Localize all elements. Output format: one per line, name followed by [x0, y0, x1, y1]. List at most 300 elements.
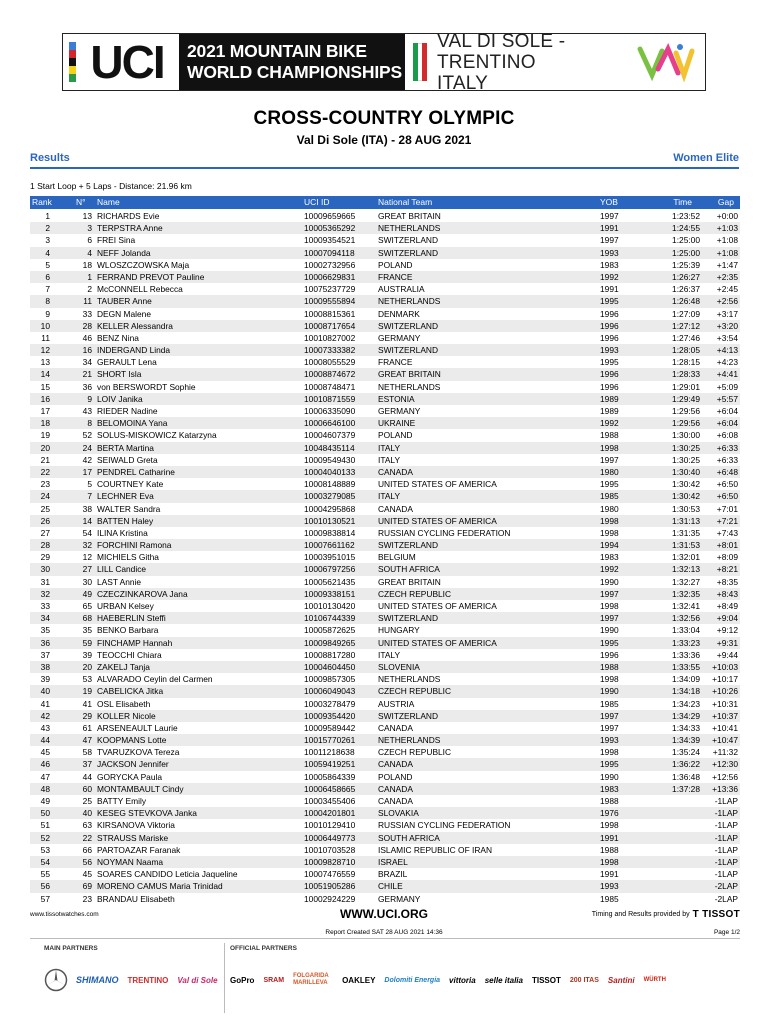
rank-cell: 52 — [40, 832, 50, 843]
uci-id-cell: 10010871559 — [304, 393, 356, 404]
rank-cell: 38 — [40, 661, 50, 672]
uci-id-cell: 10002924229 — [304, 893, 356, 904]
number-cell: 23 — [82, 893, 92, 904]
table-row — [30, 234, 740, 246]
name-cell: ARSENEAULT Laurie — [97, 722, 178, 733]
name-cell: TVARUZKOVA Tereza — [97, 747, 180, 758]
rank-cell: 55 — [40, 869, 50, 880]
val-di-sole-logo-icon — [625, 34, 705, 90]
official-partners-label: OFFICIAL PARTNERS — [230, 945, 297, 952]
uci-id-cell: 10004295868 — [304, 503, 356, 514]
uci-id-cell: 10009555894 — [304, 296, 356, 307]
rank-cell: 30 — [40, 564, 50, 575]
team-cell: SOUTH AFRICA — [378, 832, 440, 843]
number-cell: 4 — [87, 247, 92, 258]
team-cell: RUSSIAN CYCLING FEDERATION — [378, 820, 511, 831]
yob-cell: 1998 — [600, 747, 619, 758]
table-row — [30, 283, 740, 295]
team-cell: SWITZERLAND — [378, 613, 439, 624]
gap-cell: +6:50 — [716, 479, 738, 490]
time-cell: 1:25:00 — [672, 235, 700, 246]
rank-cell: 12 — [40, 345, 50, 356]
uci-logo-text: UCI — [90, 36, 164, 88]
number-cell: 45 — [82, 869, 92, 880]
name-cell: BENKO Barbara — [97, 625, 159, 636]
time-cell: 1:31:53 — [672, 540, 700, 551]
team-cell: CANADA — [378, 796, 413, 806]
gap-cell: -1LAP — [714, 832, 738, 843]
uci-id-cell: 10003278479 — [304, 698, 356, 709]
uci-id-cell: 10010130420 — [304, 601, 356, 611]
gap-cell: +12:30 — [712, 759, 738, 770]
number-cell: 53 — [82, 674, 92, 685]
uci-id-cell: 10005864339 — [304, 771, 356, 782]
time-cell: 1:31:35 — [672, 527, 700, 538]
time-cell: 1:33:55 — [672, 661, 700, 672]
table-row — [30, 637, 740, 649]
number-cell: 68 — [82, 613, 92, 624]
yob-cell: 1993 — [600, 735, 619, 746]
team-cell: AUSTRALIA — [378, 284, 425, 295]
report-created: Report Created SAT 28 AUG 2021 14:36 — [325, 929, 443, 936]
yob-cell: 1991 — [600, 223, 619, 234]
gap-cell: +2:56 — [716, 296, 738, 307]
uci-id-cell: 10009849265 — [304, 637, 356, 648]
yob-cell: 1983 — [600, 552, 619, 563]
gap-cell: +6:48 — [716, 466, 738, 477]
uci-id-cell: 10009354521 — [304, 235, 356, 246]
rank-cell: 19 — [40, 430, 50, 441]
number-cell: 37 — [82, 759, 92, 770]
uci-id-cell: 10008817280 — [304, 649, 356, 660]
uci-id-cell: 10007094118 — [304, 247, 355, 258]
table-row — [30, 393, 740, 405]
rank-cell: 15 — [40, 381, 50, 392]
tissot-logo-text: T TISSOT — [692, 909, 740, 920]
number-cell: 18 — [82, 259, 92, 270]
yob-cell: 1997 — [600, 454, 619, 465]
uci-id-cell: 10005872625 — [304, 625, 356, 636]
rank-cell: 7 — [45, 284, 50, 295]
mercedes-star-icon — [44, 968, 68, 992]
yob-cell: 1991 — [600, 832, 619, 843]
table-row — [30, 649, 740, 661]
gap-cell: +4:23 — [716, 357, 738, 368]
main-partner-logo: SHIMANO — [76, 975, 119, 985]
yob-cell: 1989 — [600, 406, 619, 416]
footer-divider — [30, 938, 740, 939]
time-cell: 1:27:12 — [672, 320, 700, 331]
name-cell: KESEG STEVKOVA Janka — [97, 808, 197, 819]
table-row — [30, 405, 740, 417]
col-number-header: N° — [76, 197, 86, 207]
table-row — [30, 490, 740, 502]
uci-id-cell: 10009589442 — [304, 722, 356, 733]
team-cell: HUNGARY — [378, 625, 420, 636]
team-cell: NETHERLANDS — [378, 296, 441, 307]
team-cell: DENMARK — [378, 308, 420, 319]
uci-id-cell: 10009857305 — [304, 674, 356, 685]
time-cell: 1:36:48 — [672, 771, 700, 782]
team-cell: UKRAINE — [378, 418, 416, 429]
footer-website-uci[interactable]: WWW.UCI.ORG — [340, 907, 428, 921]
name-cell: NOYMAN Naama — [97, 856, 164, 867]
uci-id-cell: 10008874672 — [304, 369, 356, 380]
time-cell: 1:29:49 — [672, 393, 700, 404]
uci-id-cell: 10006449773 — [304, 832, 356, 843]
yob-cell: 1993 — [600, 247, 619, 258]
yob-cell: 1992 — [600, 271, 619, 282]
name-cell: FREI Sina — [97, 235, 136, 246]
name-cell: NEFF Jolanda — [97, 247, 151, 258]
results-table — [30, 210, 740, 905]
time-cell: 1:30:42 — [672, 491, 700, 502]
time-cell: 1:33:04 — [672, 625, 700, 636]
name-cell: RIEDER Nadine — [97, 406, 158, 416]
gap-cell: +9:31 — [716, 637, 738, 648]
name-cell: von BERSWORDT Sophie — [97, 381, 196, 392]
name-cell: TEOCCHI Chiara — [97, 649, 162, 660]
rank-cell: 37 — [40, 649, 50, 660]
table-row — [30, 551, 740, 563]
yob-cell: 1996 — [600, 320, 619, 331]
table-row — [30, 515, 740, 527]
rank-cell: 50 — [40, 808, 50, 819]
yob-cell: 1997 — [600, 710, 619, 721]
main-partners-label: MAIN PARTNERS — [44, 945, 98, 952]
yob-cell: 1996 — [600, 381, 619, 392]
yob-cell: 1997 — [600, 722, 619, 733]
team-cell: CANADA — [378, 722, 413, 733]
rank-cell: 51 — [40, 820, 50, 831]
table-row — [30, 332, 740, 344]
uci-id-cell: 10006629831 — [304, 271, 356, 282]
official-partner-logo: GoPro — [230, 975, 255, 985]
yob-cell: 1996 — [600, 649, 619, 660]
rank-cell: 28 — [40, 540, 50, 551]
yob-cell: 1995 — [600, 759, 619, 770]
gap-cell: +0:00 — [716, 211, 738, 221]
number-cell: 30 — [82, 576, 92, 587]
official-partners-logos — [230, 962, 675, 998]
page-number: Page 1/2 — [713, 929, 740, 936]
uci-id-cell: 10008055529 — [304, 357, 356, 368]
rank-cell: 43 — [40, 722, 50, 733]
rank-cell: 53 — [40, 844, 50, 855]
rank-cell: 4 — [45, 247, 50, 258]
uci-id-cell: 10006335090 — [304, 406, 356, 416]
team-cell: RUSSIAN CYCLING FEDERATION — [378, 527, 511, 538]
team-cell: SWITZERLAND — [378, 540, 439, 551]
gap-cell: +13:36 — [712, 783, 738, 794]
table-row — [30, 527, 740, 539]
table-row — [30, 210, 740, 222]
table-row — [30, 478, 740, 490]
time-cell: 1:34:39 — [672, 735, 700, 746]
gap-cell: +1:08 — [716, 235, 738, 246]
gap-cell: +8:35 — [716, 576, 738, 587]
yob-cell: 1998 — [600, 515, 619, 526]
rank-cell: 27 — [40, 527, 50, 538]
yob-cell: 1988 — [600, 844, 619, 855]
table-row — [30, 454, 740, 466]
team-cell: UNITED STATES OF AMERICA — [378, 479, 497, 490]
time-cell: 1:33:36 — [672, 649, 700, 660]
championship-line-2: WORLD CHAMPIONSHIPS — [187, 62, 402, 82]
uci-id-cell: 10003279085 — [304, 491, 356, 502]
time-cell: 1:34:23 — [672, 698, 700, 709]
rank-cell: 6 — [45, 271, 50, 282]
gap-cell: +10:37 — [712, 710, 738, 721]
number-cell: 7 — [87, 491, 92, 502]
time-cell: 1:34:18 — [672, 686, 700, 697]
table-row — [30, 771, 740, 783]
team-cell: SWITZERLAND — [378, 320, 439, 331]
name-cell: WALTER Sandra — [97, 503, 161, 514]
yob-cell: 1996 — [600, 369, 619, 380]
yob-cell: 1998 — [600, 442, 619, 453]
number-cell: 43 — [82, 406, 92, 416]
gap-cell: +6:04 — [716, 406, 738, 416]
time-cell: 1:28:33 — [672, 369, 700, 380]
time-cell: 1:32:27 — [672, 576, 700, 587]
gap-cell: +6:33 — [716, 442, 738, 453]
name-cell: MORENO CAMUS Maria Trinidad — [97, 881, 223, 892]
uci-id-cell: 10008717654 — [304, 320, 356, 331]
rank-cell: 17 — [40, 406, 50, 416]
gap-cell: +4:13 — [716, 345, 738, 356]
table-row — [30, 624, 740, 636]
table-row — [30, 381, 740, 393]
uci-id-cell: 10008815361 — [304, 308, 356, 319]
rank-cell: 34 — [40, 613, 50, 624]
gap-cell: +1:03 — [716, 223, 738, 234]
time-cell: 1:30:53 — [672, 503, 700, 514]
name-cell: CZECZINKAROVA Jana — [97, 588, 188, 599]
number-cell: 12 — [82, 552, 92, 563]
table-row — [30, 563, 740, 575]
uci-id-cell: 10006797256 — [304, 564, 356, 575]
name-cell: BERTA Martina — [97, 442, 154, 453]
number-cell: 33 — [82, 308, 92, 319]
time-cell: 1:23:52 — [672, 211, 700, 221]
uci-id-cell: 10005365292 — [304, 223, 356, 234]
time-cell: 1:30:00 — [672, 430, 700, 441]
rank-cell: 9 — [45, 308, 50, 319]
number-cell: 60 — [82, 783, 92, 794]
number-cell: 16 — [82, 345, 92, 356]
yob-cell: 1985 — [600, 491, 619, 502]
yob-cell: 1990 — [600, 686, 619, 697]
race-info: 1 Start Loop + 5 Laps - Distance: 21.96 km — [30, 181, 192, 191]
gap-cell: -1LAP — [714, 808, 738, 819]
col-uci-id-header: UCI ID — [304, 197, 330, 207]
rank-cell: 31 — [40, 576, 50, 587]
championship-line-1: 2021 MOUNTAIN BIKE — [187, 41, 367, 61]
gap-cell: +3:17 — [716, 308, 738, 319]
col-rank-header: Rank — [32, 197, 52, 207]
rank-cell: 42 — [40, 710, 50, 721]
gap-cell: +9:12 — [716, 625, 738, 636]
team-cell: SLOVAKIA — [378, 808, 419, 819]
table-row — [30, 588, 740, 600]
time-cell: 1:29:56 — [672, 406, 700, 416]
time-cell: 1:30:25 — [672, 454, 700, 465]
official-partner-logo: SRAM — [263, 976, 285, 984]
number-cell: 5 — [87, 479, 92, 490]
gap-cell: +10:47 — [712, 735, 738, 746]
uci-id-cell: 10007661162 — [304, 540, 355, 551]
uci-id-cell: 10008748471 — [304, 381, 356, 392]
team-cell: BELGIUM — [378, 552, 416, 563]
official-partner-logo: selle italia — [484, 975, 523, 985]
table-row — [30, 698, 740, 710]
championship-title — [179, 34, 405, 90]
name-cell: JACKSON Jennifer — [97, 759, 169, 770]
name-cell: SOARES CANDIDO Leticia Jaqueline — [97, 869, 238, 880]
number-cell: 66 — [82, 844, 92, 855]
main-partners-logos — [44, 962, 227, 998]
gap-cell: +5:09 — [716, 381, 738, 392]
uci-id-cell: 10009549430 — [304, 454, 356, 465]
yob-cell: 1998 — [600, 601, 619, 611]
table-row — [30, 746, 740, 758]
team-cell: UNITED STATES OF AMERICA — [378, 601, 497, 611]
gap-cell: -1LAP — [714, 856, 738, 867]
name-cell: KIRSANOVA Viktoria — [97, 820, 175, 831]
number-cell: 52 — [82, 430, 92, 441]
uci-id-cell: 10006049043 — [304, 686, 356, 697]
yob-cell: 1992 — [600, 418, 619, 429]
team-cell: AUSTRIA — [378, 698, 415, 709]
uci-id-cell: 10009828710 — [304, 856, 356, 867]
number-cell: 25 — [82, 796, 92, 806]
yob-cell: 1998 — [600, 820, 619, 831]
page-subtitle: Val Di Sole (ITA) - 28 AUG 2021 — [296, 133, 472, 147]
number-cell: 3 — [87, 223, 92, 234]
uci-id-cell: 10007333382 — [304, 345, 356, 356]
uci-id-cell: 10059419251 — [304, 759, 356, 770]
rank-cell: 11 — [41, 332, 50, 343]
table-row — [30, 576, 740, 588]
name-cell: RICHARDS Evie — [97, 211, 160, 221]
table-row — [30, 600, 740, 612]
team-cell: ITALY — [378, 442, 401, 453]
number-cell: 41 — [82, 698, 92, 709]
yob-cell: 1989 — [600, 393, 619, 404]
rank-cell: 57 — [40, 893, 50, 904]
table-row — [30, 368, 740, 380]
rank-cell: 39 — [40, 674, 50, 685]
official-partner-logo: Dolomiti Energia — [384, 976, 441, 984]
table-row — [30, 844, 740, 856]
table-row — [30, 222, 740, 234]
gap-cell: -1LAP — [714, 844, 738, 855]
uci-id-cell: 10010703528 — [304, 844, 356, 855]
time-cell: 1:32:35 — [672, 588, 700, 599]
team-cell: GREAT BRITAIN — [378, 576, 441, 587]
time-cell: 1:37:28 — [672, 783, 700, 794]
number-cell: 44 — [82, 771, 92, 782]
gap-cell: +8:49 — [716, 601, 738, 611]
team-cell: ITALY — [378, 454, 401, 465]
name-cell: BATTEN Haley — [97, 515, 154, 526]
uci-id-cell: 10003455406 — [304, 796, 356, 806]
table-row — [30, 722, 740, 734]
rank-cell: 29 — [40, 552, 50, 563]
team-cell: POLAND — [378, 430, 413, 441]
rank-cell: 40 — [40, 686, 50, 697]
official-partner-logo: WÜRTH — [643, 977, 666, 983]
number-cell: 36 — [82, 381, 92, 392]
uci-id-cell: 10004201801 — [304, 808, 356, 819]
table-row — [30, 783, 740, 795]
number-cell: 8 — [87, 418, 92, 429]
official-partner-logo: Santini — [607, 975, 635, 985]
number-cell: 29 — [82, 710, 92, 721]
number-cell: 17 — [82, 466, 92, 477]
team-cell: ESTONIA — [378, 393, 415, 404]
name-cell: CABELICKA Jitka — [97, 686, 164, 697]
time-cell: 1:34:09 — [672, 674, 700, 685]
table-row — [30, 710, 740, 722]
number-cell: 13 — [82, 211, 92, 221]
gap-cell: +2:45 — [716, 284, 738, 295]
yob-cell: 1993 — [600, 881, 619, 892]
col-team-header: National Team — [378, 197, 433, 207]
time-cell: 1:25:39 — [672, 259, 700, 270]
team-cell: SWITZERLAND — [378, 235, 439, 246]
name-cell: FINCHAMP Hannah — [97, 637, 173, 648]
table-row — [30, 442, 740, 454]
team-cell: GERMANY — [378, 332, 421, 343]
number-cell: 14 — [82, 515, 92, 526]
table-row — [30, 247, 740, 259]
official-partner-logo: FOLGARIDA MARILLEVA — [293, 973, 329, 986]
team-cell: GREAT BRITAIN — [378, 369, 441, 380]
uci-id-cell: 10006646100 — [304, 418, 356, 429]
number-cell: 2 — [87, 284, 92, 295]
yob-cell: 1995 — [600, 637, 619, 648]
gap-cell: +6:04 — [716, 418, 738, 429]
table-row — [30, 429, 740, 441]
time-cell: 1:26:37 — [672, 284, 700, 295]
name-cell: BELOMOINA Yana — [97, 418, 168, 429]
yob-cell: 1995 — [600, 479, 619, 490]
name-cell: LECHNER Eva — [97, 491, 154, 502]
yob-cell: 1990 — [600, 576, 619, 587]
page-title: CROSS-COUNTRY OLYMPIC — [253, 108, 515, 129]
uci-id-cell: 10009354420 — [304, 710, 356, 721]
footer-website-tissot[interactable]: www.tissotwatches.com — [30, 911, 99, 918]
team-cell: SWITZERLAND — [378, 710, 439, 721]
yob-cell: 1988 — [600, 796, 619, 806]
gap-cell: +3:20 — [716, 320, 738, 331]
gap-cell: +8:01 — [716, 540, 738, 551]
rank-cell: 35 — [40, 625, 50, 636]
time-cell: 1:34:33 — [672, 722, 700, 733]
results-label: Results — [30, 152, 70, 164]
yob-cell: 1996 — [600, 308, 619, 319]
gap-cell: +6:50 — [716, 491, 738, 502]
table-row — [30, 503, 740, 515]
number-cell: 40 — [82, 808, 92, 819]
team-cell: NETHERLANDS — [378, 735, 441, 746]
rank-cell: 3 — [45, 235, 50, 246]
name-cell: TERPSTRA Anne — [97, 223, 163, 234]
header-divider — [30, 167, 739, 169]
yob-cell: 1995 — [600, 357, 619, 368]
